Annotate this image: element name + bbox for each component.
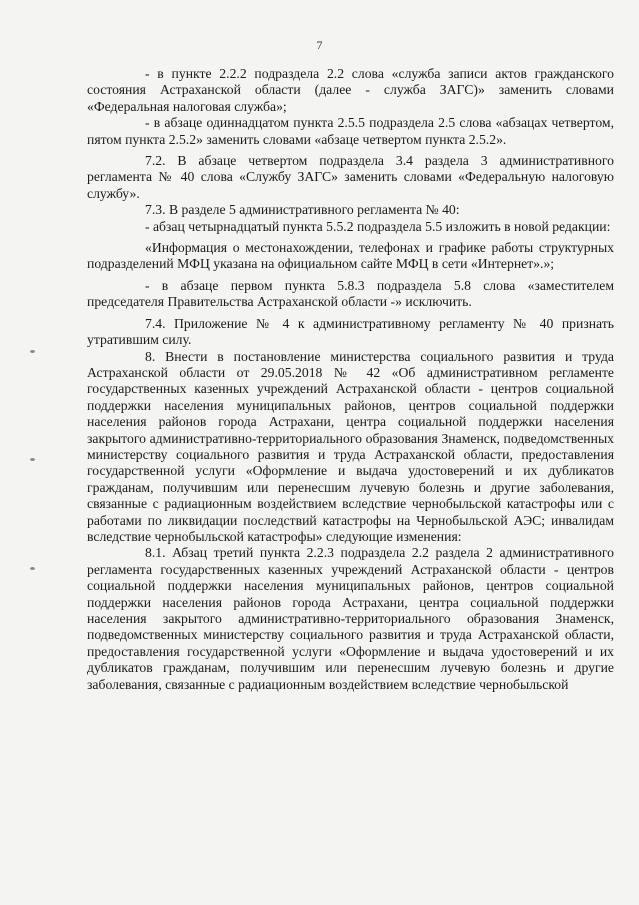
scan-mark [30, 567, 35, 570]
document-body [87, 66, 614, 693]
paragraph-7-4: 7.4. Приложение № 4 к административному регламенту № 40 признать утратившим силу. [87, 315, 614, 348]
paragraph-7-3-item-1: - абзац четырнадцатый пункта 5.5.2 подраздела 5.5 изложить в новой редакции: [145, 218, 611, 234]
scan-mark [30, 350, 35, 353]
paragraph-8: 8. Внести в постановление министерства социального развития и труда Астраханской области от 29.05.2018 № 42 «Об административном регламенте государственных казенных учреждений Астраханской области - центров социальной поддержки населения муниципальных районов, центров социальной поддержки населения районов города Астрахани, центра социальной поддержки населения закрытого административно-территориального образования Знаменск, подведомственных министерству социального развития и труда Астраханской области, предоставления государственной услуги «Оформление и выдача удостоверений и их дубликатов гражданам, получившим или перенесшим лучевую болезнь и другие заболевания, связанные с радиационным воздействием вследствие чернобыльской катастрофы или с работами по ликвидации последствий катастрофы на Чернобыльской АЭС; инвалидам вследствие чернобыльской катастрофы» следующие изменения: [87, 348, 614, 544]
paragraph-7-3-item-2: - в абзаце первом пункта 5.8.3 подраздела 5.8 слова «заместителем председателя Правительства Астраханской области -» исключить. [87, 277, 614, 310]
paragraph-8-1: 8.1. Абзац третий пункта 2.2.3 подраздела 2.2 раздела 2 административного регламента государственных казенных учреждений Астраханской области - центров социальной поддержки населения муниципальных районов, центров социальной поддержки населения районов города Астрахани, центра социальной поддержки населения закрытого административно-территориального образования Знаменск, подведомственных министерству социального развития и труда Астраханской области, предоставления государственной услуги «Оформление и выдача удостоверений и их дубликатов гражданам, получившим или перенесшим лучевую болезнь и другие заболевания, связанные с радиационным воздействием вследствие чернобыльской [87, 545, 614, 692]
paragraph-7-3: 7.3. В разделе 5 административного регламента № 40: [145, 202, 460, 218]
paragraph-7-2: 7.2. В абзаце четвертом подраздела 3.4 раздела 3 административного регламента № 40 слова «Службу ЗАГС» заменить словами «Федеральную налоговую службу». [87, 153, 614, 201]
scan-mark [30, 458, 35, 461]
page-number: 7 [316, 38, 323, 52]
paragraph-7-1-item-1: - в пункте 2.2.2 подраздела 2.2 слова «служба записи актов гражданского состояния Астраханской области (далее - служба ЗАГС)» заменить словами «Федеральная налоговая служба»; [87, 66, 614, 114]
paragraph-7-3-quote: «Информация о местонахождении, телефонах и графике работы структурных подразделений МФЦ указана на официальном сайте МФЦ в сети «Интернет».»; [87, 240, 614, 272]
paragraph-7-1-item-2: - в абзаце одиннадцатом пункта 2.5.5 подраздела 2.5 слова «абзацах четвертом, пятом пункта 2.5.2» заменить словами «абзаце четвертом пункта 2.5.2». [87, 115, 614, 147]
